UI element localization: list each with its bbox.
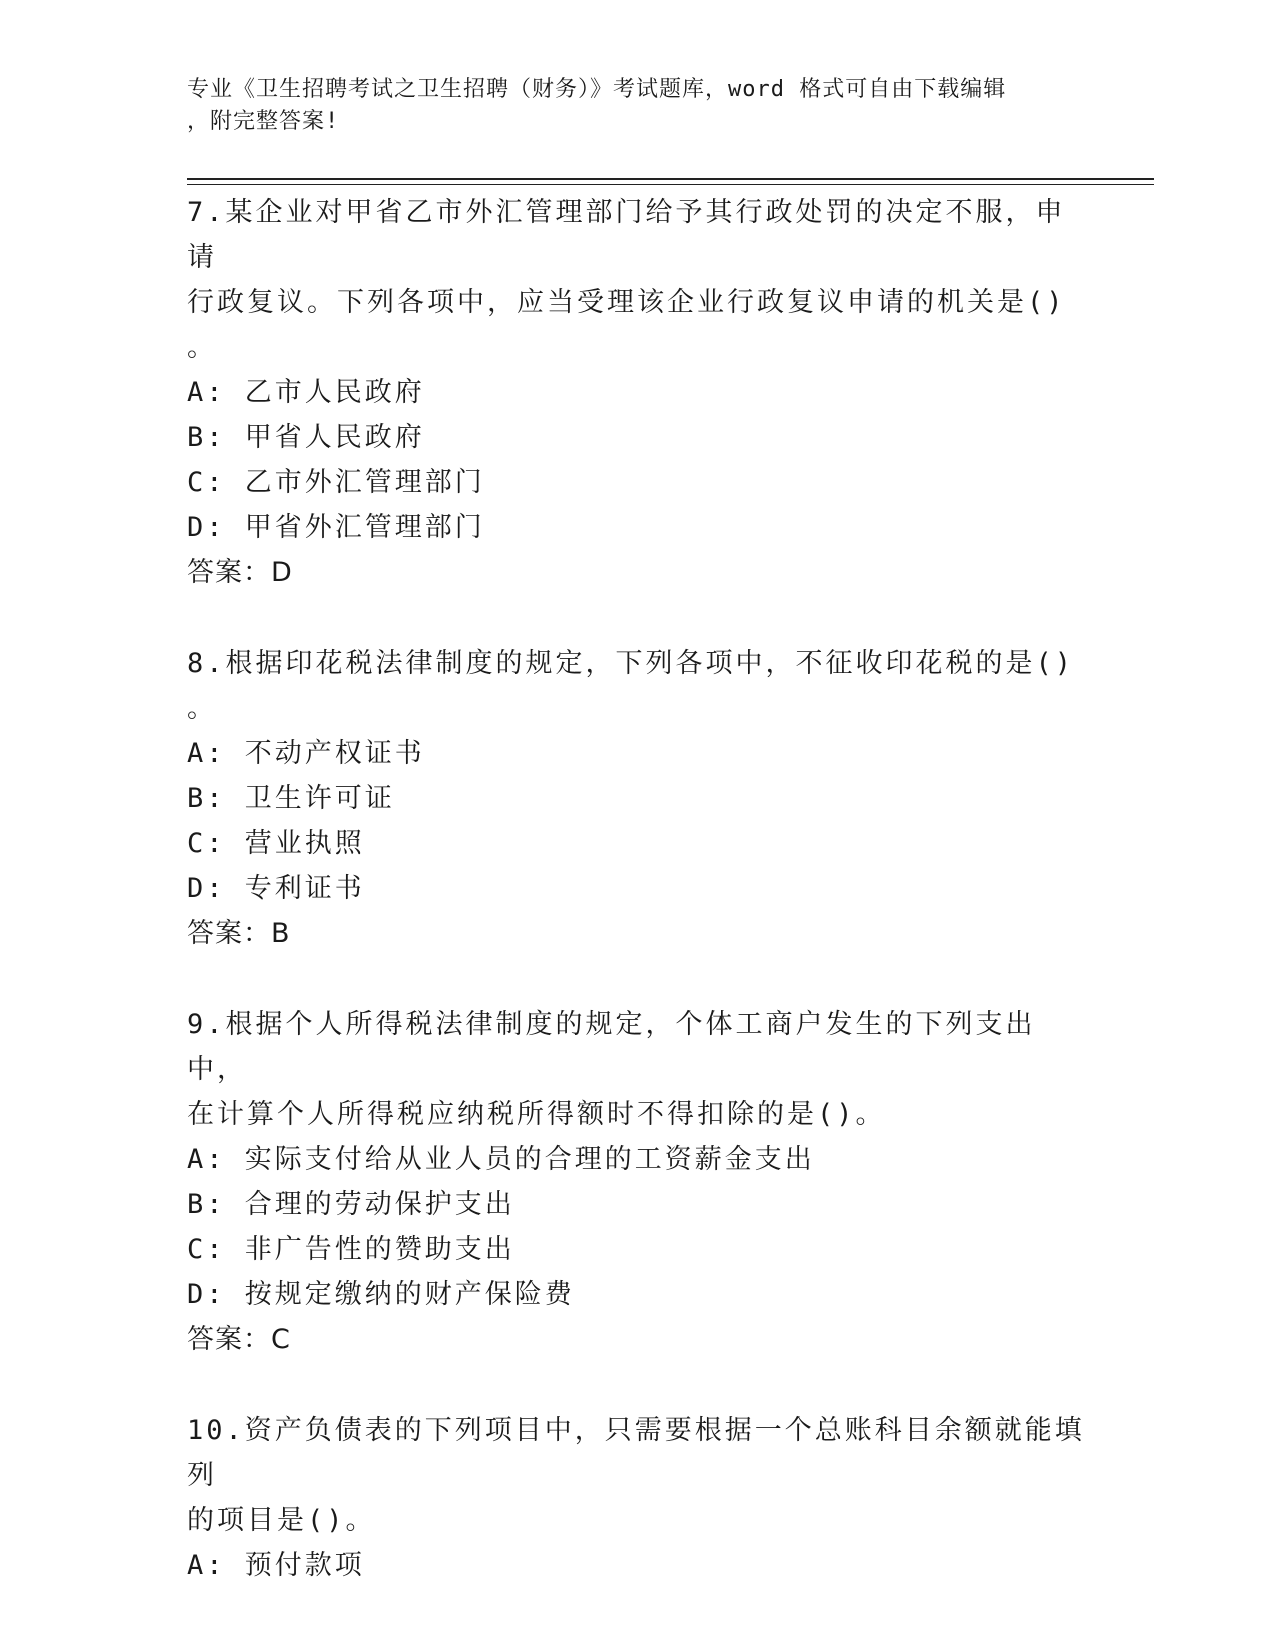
option-c: C: 营业执照 — [187, 828, 365, 859]
option-a: A: 乙市人民政府 — [187, 377, 425, 408]
option-d: D: 按规定缴纳的财产保险费 — [187, 1279, 575, 1310]
option-c: C: 非广告性的赞助支出 — [187, 1234, 515, 1265]
question-text-line: 行政复议。下列各项中，应当受理该企业行政复议申请的机关是() — [187, 287, 1066, 318]
option-d: D: 专利证书 — [187, 873, 365, 904]
question-10 — [187, 1408, 1087, 1588]
option-b: B: 卫生许可证 — [187, 783, 395, 814]
header-divider-thin — [187, 184, 1154, 185]
question-list — [187, 190, 1087, 1634]
option-b: B: 甲省人民政府 — [187, 422, 425, 453]
question-text-line: 9.根据个人所得税法律制度的规定，个体工商户发生的下列支出中， — [187, 1009, 1036, 1085]
option-c: C: 乙市外汇管理部门 — [187, 467, 485, 498]
answer-label: 答案：C — [187, 1324, 291, 1355]
question-text-line: 在计算个人所得税应纳税所得额时不得扣除的是()。 — [187, 1099, 886, 1130]
question-9 — [187, 1002, 1087, 1362]
document-header — [187, 74, 1067, 138]
option-a: A: 不动产权证书 — [187, 738, 425, 769]
header-line-1: 专业《卫生招聘考试之卫生招聘（财务）》考试题库，word 格式可自由下载编辑 — [187, 77, 1007, 102]
answer-label: 答案：D — [187, 557, 293, 588]
question-text-line: 8.根据印花税法律制度的规定，下列各项中，不征收印花税的是() — [187, 648, 1075, 679]
option-d: D: 甲省外汇管理部门 — [187, 512, 485, 543]
question-8 — [187, 641, 1087, 956]
header-line-2: ，附完整答案! — [187, 109, 340, 134]
question-7 — [187, 190, 1087, 595]
question-text-line: 7.某企业对甲省乙市外汇管理部门给予其行政处罚的决定不服，申请 — [187, 197, 1066, 273]
question-text-line: 。 — [187, 332, 217, 363]
option-a: A: 实际支付给从业人员的合理的工资薪金支出 — [187, 1144, 815, 1175]
option-b: B: 合理的劳动保护支出 — [187, 1189, 515, 1220]
question-text-line: 10.资产负债表的下列项目中，只需要根据一个总账科目余额就能填列 — [187, 1415, 1085, 1491]
question-text-line: 的项目是()。 — [187, 1505, 376, 1536]
answer-label: 答案：B — [187, 918, 291, 949]
header-divider-thick — [187, 178, 1154, 180]
option-a: A: 预付款项 — [187, 1550, 365, 1581]
question-text-line: 。 — [187, 693, 217, 724]
